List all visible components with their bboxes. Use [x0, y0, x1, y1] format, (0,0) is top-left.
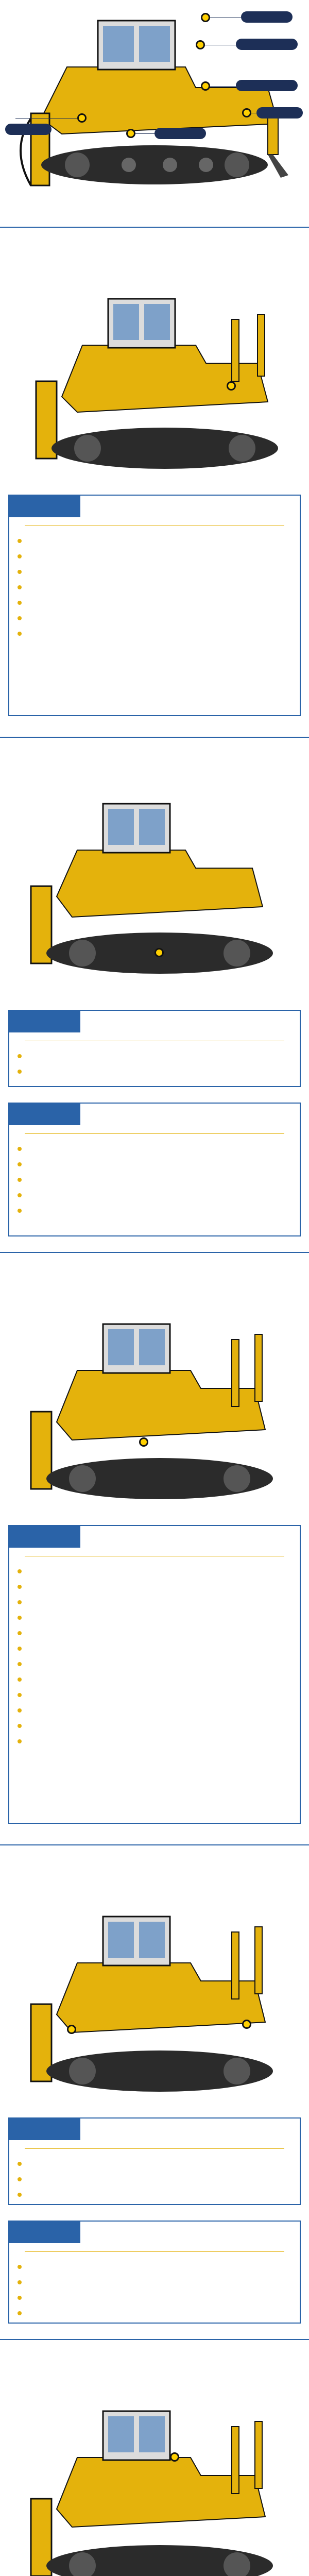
bulldozer-image-1 — [0, 258, 309, 484]
final-drive-rule — [25, 2148, 284, 2149]
section-separator-1 — [0, 227, 309, 228]
other-pin — [170, 2452, 179, 2462]
hydrostatic-bullet — [16, 1625, 293, 1641]
hero-callout-pin-2 — [196, 40, 205, 49]
undercarriage-bullet — [16, 1064, 293, 1079]
image-label-4 — [80, 1855, 229, 1869]
bulldozer-image-3 — [0, 1283, 309, 1510]
hydraulic-bullet — [16, 549, 293, 564]
hydraulic-bullets — [16, 533, 293, 641]
image-label-1 — [80, 237, 229, 251]
hydrostatic-bullet — [16, 1718, 293, 1734]
hero-callout-pin-6 — [242, 108, 251, 117]
hydrostatic-pin — [139, 1437, 148, 1447]
engine-rule — [25, 1133, 284, 1134]
hero-callout-2 — [236, 39, 298, 50]
hero-bulldozer-image — [0, 0, 309, 196]
hydraulic-bullet — [16, 611, 293, 626]
bulldozer-image-5 — [0, 2370, 309, 2576]
section-separator-4 — [0, 1844, 309, 1845]
engine-bullet — [16, 1188, 293, 1203]
implements-bullets — [16, 2259, 293, 2321]
hydrostatic-bullets — [16, 1564, 293, 1749]
hero-callout-pin-3 — [201, 81, 210, 91]
hydraulic-bullet — [16, 580, 293, 595]
undercarriage-bullet — [16, 1048, 293, 1064]
image-label-2 — [80, 747, 229, 761]
hero-section — [0, 0, 309, 216]
undercarriage-title — [8, 1010, 80, 1032]
hero-callout-leader-5 — [135, 133, 156, 134]
implements-bullet — [16, 2259, 293, 2275]
hydrostatic-title — [8, 1525, 80, 1548]
final-drive-bullet — [16, 2156, 293, 2172]
implements-title — [8, 2221, 80, 2243]
hydrostatic-bullet — [16, 1687, 293, 1703]
implements-pin — [242, 2020, 251, 2029]
final-drive-bullets — [16, 2156, 293, 2202]
bulldozer-image-4 — [0, 1875, 309, 2102]
hydrostatic-bullet — [16, 1734, 293, 1749]
final-drive-bullet — [16, 2187, 293, 2202]
hero-callout-pin-1 — [201, 13, 210, 22]
undercarriage-pin — [154, 948, 164, 957]
hero-callout-leader-3 — [210, 86, 236, 87]
hydrostatic-bullet — [16, 1656, 293, 1672]
engine-bullet — [16, 1157, 293, 1172]
hydraulic-title — [8, 495, 80, 517]
engine-bullet — [16, 1141, 293, 1157]
section-separator-3 — [0, 1252, 309, 1253]
image-label-3 — [80, 1262, 229, 1277]
hydrostatic-bullet — [16, 1564, 293, 1579]
hydrostatic-bullet — [16, 1595, 293, 1610]
undercarriage-bullets — [16, 1048, 293, 1079]
engine-bullet — [16, 1203, 293, 1218]
hero-callout-6 — [256, 107, 303, 118]
hero-callout-4 — [5, 124, 52, 135]
hydrostatic-bullet — [16, 1641, 293, 1656]
hero-callout-3 — [236, 80, 298, 91]
hydraulic-bullet — [16, 626, 293, 641]
final-drive-bullet — [16, 2172, 293, 2187]
hydraulic-bullet — [16, 533, 293, 549]
section-separator-2 — [0, 737, 309, 738]
engine-bullet — [16, 1172, 293, 1188]
hydraulic-bullet — [16, 595, 293, 611]
engine-bullets — [16, 1141, 293, 1218]
section-separator-5 — [0, 2339, 309, 2340]
final-drive-pin — [67, 2025, 76, 2034]
image-label-5 — [80, 2349, 229, 2364]
final-drive-title — [8, 2117, 80, 2140]
hydraulic-bullet — [16, 564, 293, 580]
hero-callout-5 — [154, 128, 206, 139]
hero-callout-pin-4 — [77, 113, 87, 123]
hero-callout-pin-5 — [126, 129, 135, 138]
hero-callout-1 — [241, 11, 293, 23]
implements-bullet — [16, 2290, 293, 2306]
hydraulic-pin — [227, 381, 236, 391]
engine-title — [8, 1103, 80, 1125]
hydrostatic-bullet — [16, 1610, 293, 1625]
implements-bullet — [16, 2275, 293, 2290]
hydrostatic-bullet — [16, 1703, 293, 1718]
implements-rule — [25, 2251, 284, 2252]
hydrostatic-bullet — [16, 1672, 293, 1687]
hydrostatic-bullet — [16, 1579, 293, 1595]
implements-bullet — [16, 2306, 293, 2321]
